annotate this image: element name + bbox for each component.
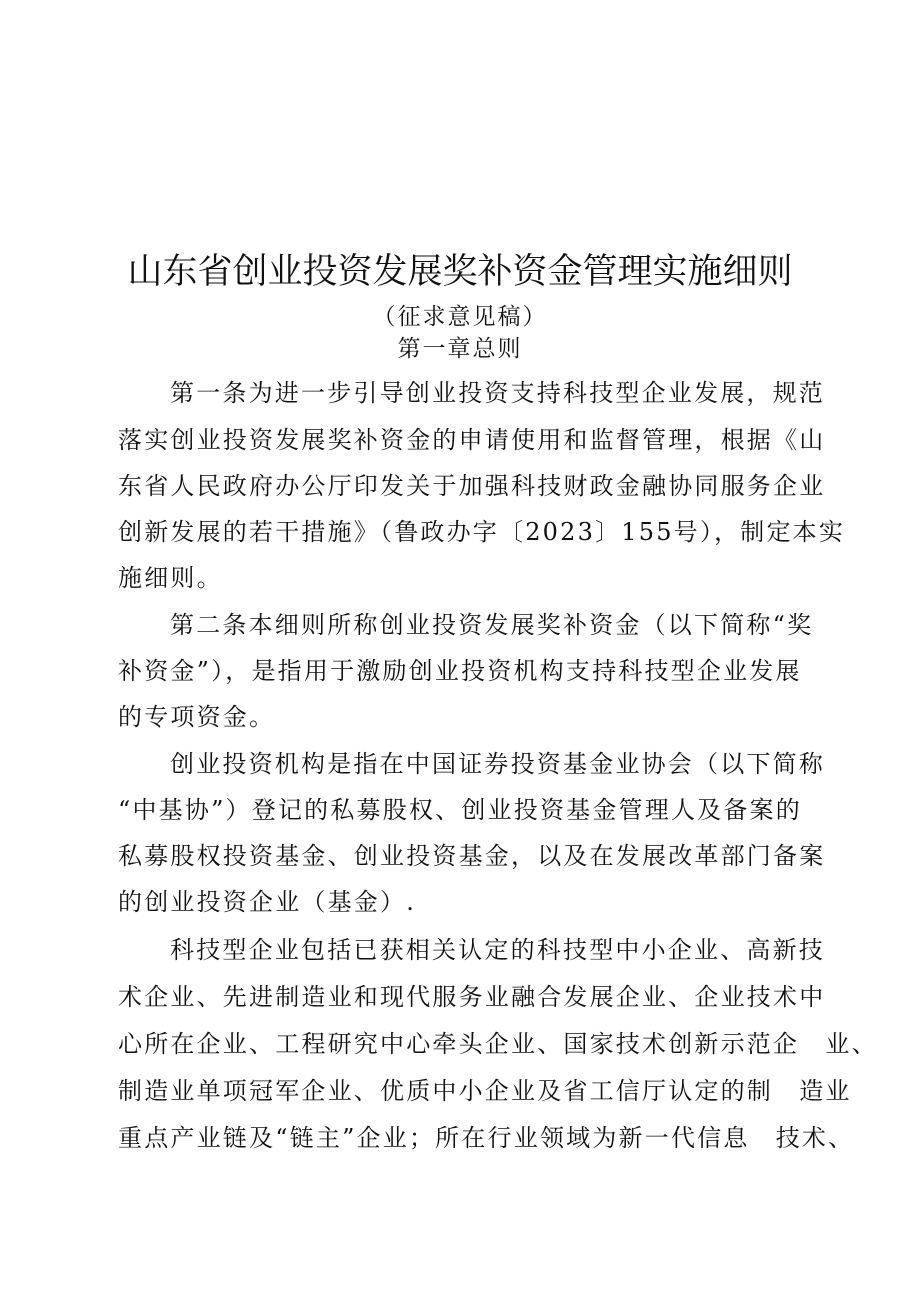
document-subtitle: （征求意见稿）: [372, 304, 548, 330]
paragraph-1-line-4: 创新发展的若干措施》（鲁政办字〔2023〕155号），制定本实: [118, 518, 846, 546]
paragraph-4-line-4: 制造业单项冠军企业、优质中小企业及省工信厅认定的制 造业: [118, 1077, 852, 1105]
paragraph-3-line-1: 创业投资机构是指在中国证券投资基金业协会（以下简称: [170, 750, 825, 778]
paragraph-4-line-3: 心所在企业、工程研究中心牵头企业、国家技术创新示范企 业、: [118, 1030, 878, 1058]
paragraph-4-line-2: 术企业、先进制造业和现代服务业融合发展企业、企业技术中: [118, 983, 826, 1011]
paragraph-2-line-2: 补资金”），是指用于激励创业投资机构支持科技型企业发展: [118, 657, 802, 685]
chapter-heading: 第一章总则: [397, 336, 523, 362]
paragraph-4-line-1: 科技型企业包括已获相关认定的科技型中小企业、高新技: [170, 936, 825, 964]
paragraph-1-line-2: 落实创业投资发展奖补资金的申请使用和监督管理，根据《山: [118, 426, 826, 454]
paragraph-2-line-1: 第二条本细则所称创业投资发展奖补资金（以下简称“奖: [170, 611, 814, 639]
document-title: 山东省创业投资发展奖补资金管理实施细则: [127, 252, 793, 292]
paragraph-3-line-3: 私募股权投资基金、创业投资基金，以及在发展改革部门备案: [118, 842, 826, 870]
paragraph-2-line-3: 的专项资金。: [118, 703, 276, 731]
paragraph-1-line-5: 施细则。: [118, 564, 223, 592]
paragraph-4-line-5: 重点产业链及“链主”企业；所在行业领域为新一代信息 技术、: [118, 1124, 855, 1152]
paragraph-1-line-3: 东省人民政府办公厅印发关于加强科技财政金融协同服务企业: [118, 472, 826, 500]
paragraph-3-line-4: 的创业投资企业（基金）.: [118, 888, 417, 916]
paragraph-1-line-1: 第一条为进一步引导创业投资支持科技型企业发展，规范: [170, 379, 825, 407]
paragraph-3-line-2: “中基协”）登记的私募股权、创业投资基金管理人及备案的: [118, 796, 802, 824]
